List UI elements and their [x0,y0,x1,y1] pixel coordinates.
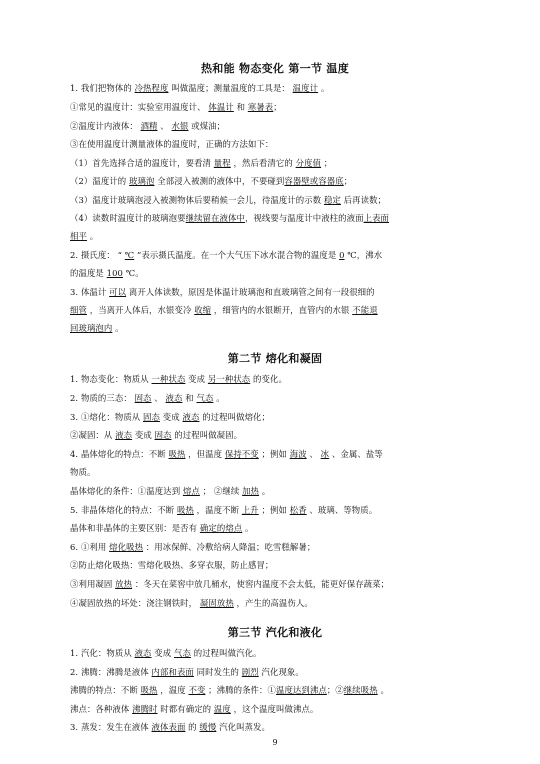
answer-blank: 酒精 [140,121,158,131]
text-line [70,703,318,715]
answer-blank: 气态 [174,648,191,658]
answer-blank: 确定的熔点 [199,523,243,533]
line-text: 或煤油； [188,121,226,131]
line-text: 1. 物态变化：物质从 [70,374,152,384]
page-number: 9 [272,738,278,747]
answer-blank: 沸腾时 [132,704,158,714]
text-line [70,157,332,169]
text-line [70,101,282,113]
text-line [70,138,273,150]
line-text: 。 [242,523,254,533]
answer-blank: 凝固放热 [199,598,234,608]
line-text: 变成 [151,648,175,658]
answer-blank: 另一种状态 [207,374,251,384]
line-text: ；例如 [258,505,290,515]
answer-blank: 继续留在液体中 [185,213,245,223]
answer-blank: 温度 [213,704,231,714]
line-text: 3. 体温计 [70,287,110,297]
line-text: ；沸腾的条件：① [205,685,276,695]
line-text: 2. 沸腾：沸腾是液体 [70,667,152,677]
text-line [70,194,386,206]
section-1-title: 热和能 物态变化 第一节 温度 [201,62,349,75]
line-text: 后再读数； [340,195,387,205]
answer-blank: 不能退 [352,305,378,315]
answer-blank: 水银 [171,121,189,131]
line-text: 。 [213,393,225,403]
text-line [70,82,329,94]
line-text: 变成 [185,374,208,384]
line-text: （1）首先选择合适的温度计，要看清 [70,158,214,168]
text-line [70,373,287,385]
line-text: 3. 蒸发：发生在液体 [70,722,152,732]
answer-blank: 海波 [289,449,307,459]
line-text: ③在使用温度计测量液体的温度时，正确的方法如下： [70,139,274,149]
text-line [70,175,352,187]
answer-blank: 剧烈 [241,667,259,677]
text-line [70,578,389,590]
text-line [70,684,389,696]
line-text: 的 [185,722,200,732]
line-text: ，这个温度叫做沸点。 [230,704,319,714]
line-text: ”表示摄氏温度。在一个大气压下冰水混合物的温度是 [134,250,340,260]
line-text: 晶体和非晶体的主要区别：是否有 [70,523,200,533]
answer-blank: 吸热 [176,505,194,515]
answer-blank: 冷热程度 [134,83,169,93]
text-line [70,485,270,497]
text-line [70,322,124,334]
line-text: 晶体熔化的条件：①温度达到 [70,486,183,496]
line-text: 沸点：各种液体 [70,704,133,714]
line-text: ，当离开人体后，水银变冷 [86,305,195,315]
line-text: ；例如 [258,449,290,459]
line-text: ②防止熔化吸热：雪熔化吸热、多穿衣服，防止感冒； [70,560,274,570]
text-line [70,721,270,733]
line-text: 1. 我们把物体的 [70,83,135,93]
line-text: ，产生的高温伤人。 [233,598,313,608]
line-text: ； [273,102,282,112]
line-text: 6. ①利用 [70,542,110,552]
line-text: ；② [326,685,344,695]
answer-blank: 可以 [109,287,127,297]
answer-blank: 液态 [182,412,200,422]
line-text: 、 [157,121,172,131]
answer-blank: 稳定 [323,195,341,205]
answer-blank: 100 [106,268,123,278]
line-text: 时都有确定的 [157,704,214,714]
answer-blank: 固态 [134,393,152,403]
section-2-title: 第二节 熔化和凝固 [227,352,323,365]
text-line [70,249,382,261]
line-text: ，细管内的水银断开，直管内的水银 [211,305,353,315]
line-text: 2. 摄氏度： “ [70,250,125,260]
answer-blank: 放热 [115,579,133,589]
text-line [70,522,254,534]
line-text: 的温度是 [70,268,107,278]
text-line [70,392,225,404]
line-text: 和 [182,393,197,403]
line-text: 和 [233,102,248,112]
answer-blank: 上升 [241,505,259,515]
line-text: ，视线要与温度计中液柱的液面 [244,213,364,223]
line-text: ； [321,158,333,168]
answer-blank: 细管 [70,305,87,315]
line-text: 离开人体读数，原因是体温计玻璃泡和直玻璃管之间有一段很细的 [126,287,375,297]
line-text: 全部浸入被测的液体中，不要碰到 [154,176,285,186]
line-text: 、玻璃、等物质。 [306,505,378,515]
line-text: 同时发生的 [193,667,242,677]
line-text: ①常见的温度计：实验室用温度计、 [70,102,209,112]
line-text: ℃，沸水 [344,250,383,260]
answer-blank: 相平 [70,231,87,241]
answer-blank: 内部和表面 [151,667,194,677]
section-3-title: 第三节 汽化和液化 [227,626,323,639]
line-text: 汽化叫蒸发。 [216,722,270,732]
text-line [70,559,273,571]
line-text: 3. ①熔化：物质从 [70,412,144,422]
answer-blank: 加热 [242,486,260,496]
line-text: 物质。 [70,467,96,477]
answer-blank: 固态 [143,412,160,422]
text-line [70,411,270,423]
answer-blank: 分度值 [295,158,322,168]
line-text: 。 [377,685,389,695]
answer-blank: 液态 [165,393,183,403]
text-line [70,304,378,316]
answer-blank: 温度计 [292,83,319,93]
answer-blank: 收缩 [194,305,212,315]
text-line [70,597,313,609]
text-line [70,541,315,553]
line-text: ； [343,176,353,186]
line-text: 1. 汽化：物质从 [70,648,135,658]
answer-blank: 上表面 [363,213,390,223]
answer-blank: 继续吸热 [343,685,378,695]
text-line [70,230,98,242]
line-text: 的变化。 [250,374,287,384]
line-text: ③利用凝固 [70,579,116,589]
line-text: ℃。 [122,268,144,278]
text-line [70,429,242,441]
answer-blank: 吸热 [168,449,186,459]
line-text: 4. 晶体熔化的特点：不断 [70,449,169,459]
answer-blank: ℃ [124,250,135,260]
line-text: 。 [86,231,99,241]
answer-blank: 吸热 [140,685,158,695]
text-line [70,448,383,460]
line-text: 的过程叫做凝固。 [171,430,243,440]
answer-blank: 保持不变 [224,449,259,459]
line-text: ，温度不断 [193,505,242,515]
line-text: ：冬天在菜窖中放几桶水，使窖内温度不会太低，能更好保存蔬菜； [132,579,390,589]
text-line [70,504,377,516]
text-line [70,120,225,132]
line-text: （4）读数时温度计的玻璃泡要 [70,213,186,223]
line-text: ②凝固：从 [70,430,116,440]
answer-blank: 冰 [320,449,330,459]
line-text: （3）温度计玻璃泡浸入被测物体后要稍候一会儿，待温度计的示数 [70,195,324,205]
line-text: ，但温度 [185,449,225,459]
answer-blank: 松香 [289,505,307,515]
line-text: 变成 [132,430,155,440]
line-text: 。 [318,83,330,93]
line-text: 5. 非晶体熔化的特点：不断 [70,505,177,515]
line-text: ④凝固放热的坏处：浇注钢铁时， [70,598,200,608]
answer-blank: 液态 [134,648,152,658]
answer-blank: 体温计 [208,102,234,112]
line-text: 变成 [160,412,183,422]
line-text: ，然后看清它的 [230,158,296,168]
line-text: 2. 物质的三态： [70,393,135,403]
text-line [70,212,389,224]
line-text: 沸腾的特点：不断 [70,685,141,695]
text-line [70,666,304,678]
answer-blank: 回玻璃泡内 [70,323,113,333]
answer-blank: 气态 [196,393,214,403]
line-text: 、 [306,449,321,459]
line-text: 、金属、盐等 [329,449,383,459]
answer-blank: 玻璃泡 [129,176,155,186]
line-text: 汽化现象。 [258,667,304,677]
answer-blank: 容器壁或容器底 [284,176,344,186]
text-line [70,647,262,659]
text-line [70,267,144,279]
line-text: 。 [112,323,124,333]
line-text: ，温度 [157,685,189,695]
answer-blank: 不变 [188,685,206,695]
line-text: ； ②继续 [199,486,243,496]
line-text: （2）温度计的 [70,176,130,186]
line-text: 、 [151,393,166,403]
answer-blank: 一种状态 [151,374,186,384]
answer-blank: 缓慢 [199,722,217,732]
line-text: 叫做温度；测量温度的工具是： [168,83,293,93]
text-line [70,286,375,298]
line-text: ②温度计内液体： [70,121,141,131]
answer-blank: 寒暑表 [247,102,274,112]
line-text: 的过程叫做汽化。 [190,648,262,658]
answer-blank: 量程 [213,158,231,168]
line-text: 。 [259,486,271,496]
answer-blank: 熔化吸热 [109,542,144,552]
line-text: 的过程叫做熔化； [199,412,270,422]
answer-blank: 固态 [154,430,172,440]
line-text: ：用冰保鲜、冷敷给病人降温；吃雪糕解暑； [143,542,316,552]
answer-blank: 0 [339,250,345,260]
answer-blank: 液态 [115,430,133,440]
answer-blank: 液体表面 [151,722,186,732]
answer-blank: 熔点 [182,486,200,496]
answer-blank: 温度达到沸点 [275,685,327,695]
text-line [70,466,95,478]
